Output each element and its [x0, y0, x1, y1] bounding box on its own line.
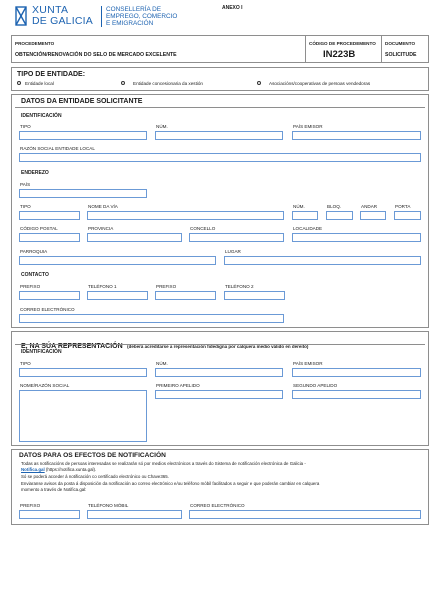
contact-title: CONTACTO [21, 272, 49, 278]
notifica-gal-link[interactable]: Notifica.gal [21, 467, 45, 472]
rep-pais-emisor-label: PAÍS EMISOR [293, 361, 323, 366]
pais-emisor-label: PAÍS EMISOR [293, 124, 323, 129]
andar-label: ANDAR [361, 204, 378, 209]
pais-emisor-input[interactable] [292, 131, 421, 140]
provincia-label: PROVINCIA [88, 226, 114, 231]
prefixo-2-input[interactable] [155, 291, 216, 300]
department-name [106, 6, 177, 27]
prefixo-2-label: PREFIXO [156, 284, 177, 289]
logo-line-2: DE GALICIA [32, 15, 93, 27]
razon-social-input[interactable] [19, 153, 421, 162]
nome-via-input[interactable] [87, 211, 284, 220]
procedure-label: PROCEDEMENTO [15, 41, 55, 46]
num-label: NÚM. [156, 124, 168, 129]
identification-title: IDENTIFICACIÓN [21, 113, 62, 119]
rep-num-label: NÚM. [156, 361, 168, 366]
prefixo-1-input[interactable] [19, 291, 80, 300]
telefono-2-input[interactable] [224, 291, 285, 300]
codigo-postal-label: CÓDIGO POSTAL [20, 226, 58, 231]
address-tipo-input[interactable] [19, 211, 80, 220]
notif-prefixo-label: PREFIXO [20, 503, 41, 508]
telefono-1-label: TELÉFONO 1 [88, 284, 117, 289]
tipo-input[interactable] [19, 131, 147, 140]
rep-num-input[interactable] [155, 368, 283, 377]
radio-entidade-local[interactable] [17, 81, 21, 85]
representation-title-main: E, NA SÚA REPRESENTACIÓN [21, 343, 123, 350]
procedure-name: OBTENCIÓN/RENOVACIÓN DO SELO DE MERCADO EXCELENTE [15, 52, 177, 58]
notification-title: DATOS PARA OS EFECTOS DE NOTIFICACIÓN [19, 452, 166, 459]
department-line-2: EMPREGO, COMERCIO [106, 13, 178, 20]
entity-type-title: TIPO DE ENTIDADE: [17, 71, 86, 78]
radio-asociacions-label: Asociacións/cooperativas de persoas vendedoras [269, 81, 371, 86]
notifica-gal-url: (https://notifica.xunta.gal). [44, 467, 97, 472]
concello-label: CONCELLO [190, 226, 216, 231]
email-input[interactable] [19, 314, 284, 323]
notification-line-3: Só se poderá acceder á notificación co certificado electrónico ou Chave365. [21, 474, 169, 479]
telefono-2-label: TELÉFONO 2 [225, 284, 254, 289]
annex-label: ANEXO I [222, 5, 243, 11]
notification-line-2 [21, 467, 96, 473]
concello-input[interactable] [189, 233, 284, 242]
lugar-input[interactable] [224, 256, 421, 265]
razon-social-label: RAZÓN SOCIAL ENTIDADE LOCAL [20, 146, 95, 151]
document-value: SOLICITUDE [385, 52, 417, 58]
pais-label: PAÍS [20, 182, 31, 187]
notif-telefono-input[interactable] [87, 510, 182, 519]
radio-entidade-concesionaria[interactable] [121, 81, 125, 85]
rep-segundo-label: SEGUNDO APELIDO [293, 383, 338, 388]
xunta-shield-icon [15, 6, 27, 26]
procedure-bar [11, 35, 429, 63]
tipo-label: TIPO [20, 124, 31, 129]
localidade-label: LOCALIDADE [293, 226, 323, 231]
address-title: ENDEREZO [21, 170, 49, 176]
rep-primeiro-input[interactable] [155, 390, 283, 399]
andar-input[interactable] [360, 211, 386, 220]
rep-primeiro-label: PRIMEIRO APELIDO [156, 383, 200, 388]
telefono-1-input[interactable] [87, 291, 148, 300]
rep-pais-emisor-input[interactable] [292, 368, 421, 377]
representation-title-note: (deberá acreditarse a representación fidedigna por calquera medio válido en dereito) [127, 344, 309, 349]
document-label: DOCUMENTO [385, 41, 416, 46]
rep-nome-input[interactable] [19, 390, 147, 442]
notif-prefixo-input[interactable] [19, 510, 80, 519]
header-divider [101, 6, 102, 27]
provincia-input[interactable] [87, 233, 182, 242]
logo-line-1: XUNTA [32, 4, 69, 16]
department-line-3: E EMIGRACIÓN [106, 20, 154, 27]
rep-segundo-input[interactable] [292, 390, 421, 399]
department-line-1: CONSELLERÍA DE [106, 6, 162, 13]
xunta-logo [15, 5, 103, 29]
codigo-postal-input[interactable] [19, 233, 80, 242]
procedure-divider-2 [381, 35, 382, 63]
rep-tipo-label: TIPO [20, 361, 31, 366]
rep-identification-title: IDENTIFICACIÓN [21, 349, 62, 355]
procedure-code: IN223B [323, 49, 356, 60]
radio-entidade-local-label: Entidade local [25, 81, 54, 86]
rep-tipo-input[interactable] [19, 368, 147, 377]
lugar-label: LUGAR [225, 249, 241, 254]
rep-nome-label: NOME/RAZÓN SOCIAL [20, 383, 70, 388]
localidade-input[interactable] [292, 233, 421, 242]
num-input[interactable] [155, 131, 283, 140]
address-num-label: NÚM. [293, 204, 305, 209]
porta-label: PORTA [395, 204, 411, 209]
radio-entidade-concesionaria-label: Entidade concesionaria da xestión [133, 81, 203, 86]
notif-email-input[interactable] [189, 510, 421, 519]
address-tipo-label: TIPO [20, 204, 31, 209]
pais-input[interactable] [19, 189, 147, 198]
address-num-input[interactable] [292, 211, 318, 220]
representation-title-rule [15, 344, 425, 345]
radio-asociacions[interactable] [257, 81, 261, 85]
applicant-title-rule [15, 107, 425, 108]
nome-via-label: NOME DA VÍA [88, 204, 118, 209]
notification-line-1: Todas as notificacións de persoas interesadas se realizarán só por medios electrónicos a través do Sistema de notificación electrónica de Galicia - [21, 461, 306, 466]
applicant-title: DATOS DA ENTIDADE SOLICITANTE [21, 98, 143, 105]
prefixo-1-label: PREFIXO [20, 284, 41, 289]
notification-line-4: Enviaranse avisos da posta á disposición da notificación ao correo electrónico e/ou teléfono móbil facilitados a seguir e que poderán cambiar en calquera [21, 481, 320, 486]
porta-input[interactable] [394, 211, 421, 220]
procedure-code-label: CÓDIGO DE PROCEDEMENTO [309, 41, 376, 46]
notif-telefono-label: TELÉFONO MÓBIL [88, 503, 129, 508]
bloq-input[interactable] [326, 211, 353, 220]
email-label: CORREO ELECTRÓNICO [20, 307, 75, 312]
notification-line-5: momento a través de Notifica.gal: [21, 487, 87, 492]
parroquia-label: PARROQUIA [20, 249, 48, 254]
notif-email-label: CORREO ELECTRÓNICO [190, 503, 245, 508]
parroquia-input[interactable] [19, 256, 216, 265]
bloq-label: BLOQ. [327, 204, 342, 209]
procedure-divider-1 [305, 35, 306, 63]
